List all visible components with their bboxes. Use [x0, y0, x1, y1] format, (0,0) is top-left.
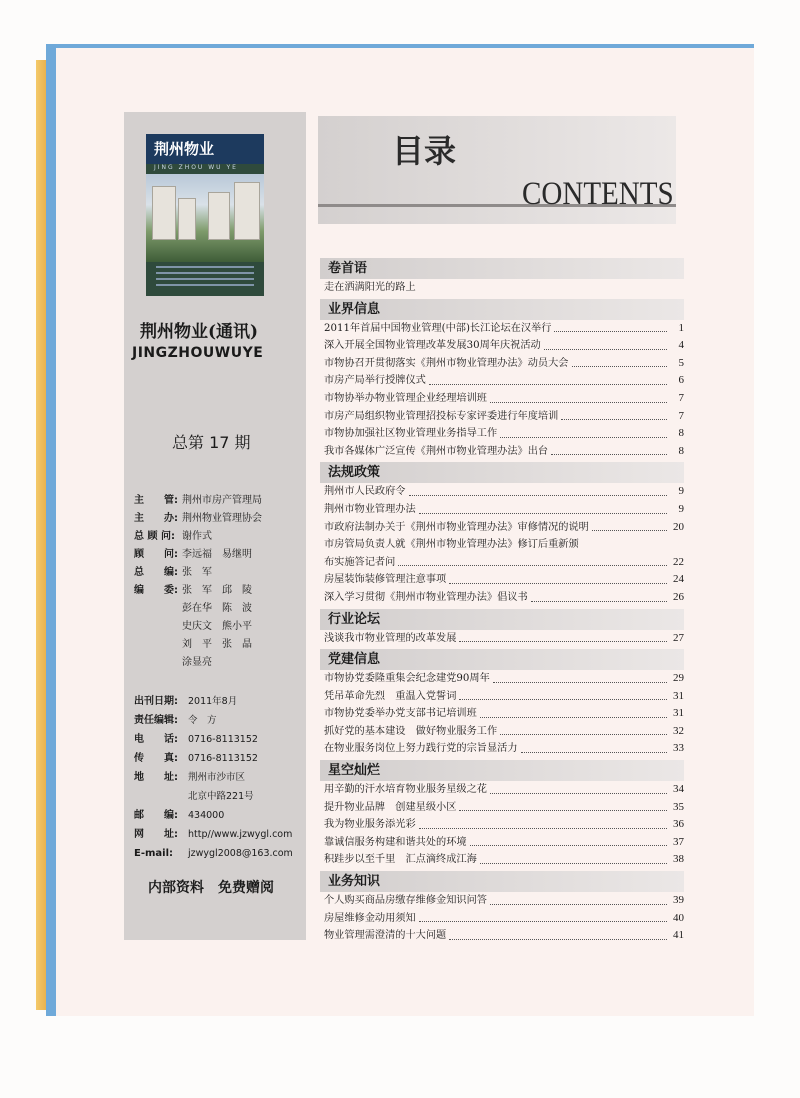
toc-page-number: 33: [673, 742, 684, 755]
toc-page-number: 41: [673, 929, 684, 942]
toc-leader-dots: [500, 723, 667, 736]
pubinfo-value: 434000: [188, 810, 225, 821]
toc-page-number: 29: [673, 672, 684, 685]
toc-page-number: 6: [678, 374, 684, 387]
staff-row: [134, 546, 304, 564]
staff-role: 编 委:: [134, 585, 178, 596]
staff-role: 顾 问:: [134, 549, 178, 560]
toc-entry[interactable]: [320, 408, 684, 426]
toc-section-heading: 党建信息: [320, 649, 684, 670]
toc-page-number: 34: [673, 783, 684, 796]
pubinfo-label: 邮 编:: [134, 810, 178, 821]
toc-entry[interactable]: [320, 816, 684, 834]
toc-entry[interactable]: [320, 443, 684, 461]
staff-name: 荆州物业管理协会: [182, 513, 262, 524]
cover-text-lines: [156, 266, 254, 290]
toc-page-number: 9: [678, 485, 684, 498]
toc-leader-dots: [572, 355, 668, 368]
toc-entry[interactable]: [320, 519, 684, 537]
toc-entry-title: 市政府法制办关于《荆州市物业管理办法》审修情况的说明: [324, 521, 589, 533]
staff-name: 荆州市房产管理局: [182, 495, 262, 506]
toc-entry-title: 提升物业品牌 创建星级小区: [324, 801, 457, 813]
pubinfo-value: 2011年8月: [188, 696, 238, 707]
toc-page-number: 26: [673, 590, 684, 603]
toc-entry[interactable]: [320, 390, 684, 408]
pubinfo-label: E-mail:: [134, 848, 174, 859]
toc-entry-title: 凭吊革命先烈 重温入党誓词: [324, 690, 457, 702]
pubinfo-value: 0716-8113152: [188, 753, 258, 764]
staff-row: [134, 582, 304, 600]
toc-entry-title: 抓好党的基本建设 做好物业服务工作: [324, 725, 498, 737]
toc-entry[interactable]: [320, 589, 684, 607]
toc-entry[interactable]: [320, 320, 684, 338]
toc-leader-dots: [500, 425, 667, 438]
cover-thumbnail: [146, 134, 264, 296]
cover-subtitle: JING ZHOU WU YE: [154, 164, 238, 171]
toc-page-number: 9: [678, 502, 684, 515]
toc-entry[interactable]: [320, 372, 684, 390]
toc-page-number: 35: [673, 800, 684, 813]
pubinfo-row: [134, 730, 304, 749]
sidebar: [124, 112, 306, 940]
magazine-name: 荆州物业(通讯): [140, 322, 259, 342]
toc-page-number: 20: [673, 520, 684, 533]
toc-leader-dots: [459, 688, 667, 701]
page-edge: [36, 60, 46, 1010]
toc-entry-title: 个人购买商品房缴存维修金知识问答: [324, 895, 487, 907]
staff-row: [134, 654, 304, 672]
pubinfo-value: 荆州市沙市区: [188, 772, 246, 783]
toc-leader-dots: [521, 740, 667, 753]
staff-name: 张 军 邱 陵: [182, 585, 252, 596]
toc-page-number: 39: [673, 894, 684, 907]
pubinfo-row: [134, 711, 304, 730]
toc-entry-title: 走在洒满阳光的路上: [324, 282, 416, 293]
toc-page-number: 7: [678, 409, 684, 422]
toc-leader-dots: [490, 781, 667, 794]
toc-entry[interactable]: [320, 337, 684, 355]
toc-leader-dots: [582, 536, 667, 549]
toc-leader-dots: [592, 519, 667, 532]
staff-row: [134, 492, 304, 510]
toc-page-number: 8: [678, 427, 684, 440]
staff-row: [134, 600, 304, 618]
staff-row: [134, 510, 304, 528]
toc-entry-title: 靠诚信服务构建和谐共处的环境: [324, 836, 467, 848]
toc-entry[interactable]: [320, 501, 684, 519]
toc-section-heading: 业界信息: [320, 299, 684, 320]
toc-leader-dots: [419, 501, 667, 514]
issue-number: 总第 17 期: [172, 433, 251, 452]
toc-entry[interactable]: [320, 723, 684, 741]
staff-name: 刘 平 张 晶: [182, 639, 252, 650]
staff-list: [134, 492, 304, 672]
toc-page-number: 5: [678, 356, 684, 369]
toc-page-number: [670, 536, 684, 554]
toc-entry-title: 我为物业服务添光彩: [324, 819, 416, 831]
toc-page-number: 24: [673, 573, 684, 586]
toc-entry-title: 深入开展全国物业管理改革发展30周年庆祝活动: [324, 340, 541, 352]
pubinfo-label: 网 址:: [134, 829, 178, 840]
toc-leader-dots: [490, 892, 667, 905]
pubinfo-value: http//www.jzwygl.com: [188, 829, 293, 840]
toc-page-number: 8: [678, 444, 684, 457]
staff-name: 张 军: [182, 567, 212, 578]
toc-entry-title: 深入学习贯彻《荆州市物业管理办法》倡议书: [324, 591, 528, 603]
toc-page-number: 40: [673, 911, 684, 924]
pubinfo-value: 北京中路221号: [188, 791, 254, 802]
toc-entry-title: 我市各媒体广泛宣传《荆州市物业管理办法》出台: [324, 445, 549, 457]
staff-row: [134, 618, 304, 636]
title-en: CONTENTS: [522, 176, 674, 212]
toc-section-heading: 星空灿烂: [320, 760, 684, 781]
toc-leader-dots: [398, 554, 667, 567]
pubinfo-value: 令 方: [188, 715, 217, 726]
toc-entry[interactable]: [320, 892, 684, 910]
pubinfo-label: 地 址:: [134, 772, 178, 783]
staff-role: [134, 618, 182, 636]
toc-leader-dots: [419, 816, 667, 829]
toc-entry-title: 物业管理需澄清的十大问题: [324, 930, 447, 942]
toc-page-number: 1: [678, 321, 684, 334]
toc-page-number: 31: [673, 707, 684, 720]
pubinfo-label: [134, 787, 188, 806]
toc-entry-title: 2011年首届中国物业管理(中部)长江论坛在汉举行: [324, 322, 552, 334]
free-note: 内部资料 免费赠阅: [148, 880, 274, 896]
toc-entry[interactable]: [320, 910, 684, 928]
pubinfo-row: [134, 806, 304, 825]
staff-role: 总 顾 问:: [134, 531, 175, 542]
toc-entry-title: 浅谈我市物业管理的改革发展: [324, 632, 457, 644]
toc-entry-title: 市物协加强社区物业管理业务指导工作: [324, 428, 498, 440]
toc-leader-dots: [480, 851, 667, 864]
toc-leader-dots: [419, 910, 667, 923]
pubinfo-row: [134, 768, 304, 787]
toc-entry[interactable]: [320, 670, 684, 688]
toc-entry-title: 在物业服务岗位上努力践行党的宗旨显活力: [324, 743, 518, 755]
toc-entry-title: 市房管局负责人就《荆州市物业管理办法》修订后重新颁: [324, 539, 579, 551]
toc-entry-title: 市房产局组织物业管理招投标专家评委进行年度培训: [324, 410, 559, 422]
toc-page-number: 27: [673, 631, 684, 644]
staff-row: [134, 636, 304, 654]
cover-title: 荆州物业: [146, 134, 264, 164]
toc-entry[interactable]: [320, 688, 684, 706]
cover-photo: [146, 174, 264, 262]
pubinfo-label: 传 真:: [134, 753, 178, 764]
publication-info: [134, 692, 304, 863]
staff-name: 涂显亮: [182, 657, 212, 668]
toc-entry-title: 积跬步以至千里 汇点滴终成江海: [324, 854, 477, 866]
toc-entry[interactable]: [320, 781, 684, 799]
staff-role: [134, 600, 182, 618]
pubinfo-row: [134, 844, 304, 863]
toc-entry[interactable]: [320, 927, 684, 945]
toc-entry[interactable]: [320, 355, 684, 373]
toc-entry-title: 布实施答记者问: [324, 556, 396, 568]
toc-leader-dots: [531, 589, 667, 602]
toc-section-heading: 行业论坛: [320, 609, 684, 630]
toc-entry[interactable]: [320, 554, 684, 572]
toc-page-number: [670, 279, 684, 297]
toc-page-number: 36: [673, 818, 684, 831]
toc-entry-title: 市物协党委举办党支部书记培训班: [324, 708, 477, 720]
pubinfo-value: 0716-8113152: [188, 734, 258, 745]
pubinfo-label: 电 话:: [134, 734, 178, 745]
toc-page-number: 4: [678, 339, 684, 352]
toc-entry-title: 荆州市人民政府令: [324, 486, 406, 498]
toc-leader-dots: [493, 670, 667, 683]
toc-leader-dots: [551, 443, 667, 456]
toc-leader-dots: [419, 279, 667, 292]
pubinfo-row: [134, 787, 304, 806]
pubinfo-row: [134, 749, 304, 768]
pubinfo-row: [134, 825, 304, 844]
toc-entry-title: 房屋维修金动用须知: [324, 912, 416, 924]
toc-entry[interactable]: [320, 425, 684, 443]
toc-leader-dots: [490, 390, 667, 403]
toc-leader-dots: [459, 630, 667, 643]
staff-name: 史庆文 熊小平: [182, 621, 252, 632]
toc-section-heading: 业务知识: [320, 871, 684, 892]
staff-row: [134, 564, 304, 582]
staff-role: [134, 654, 182, 672]
toc-entry[interactable]: [320, 705, 684, 723]
toc-entry[interactable]: [320, 740, 684, 758]
pubinfo-value: jzwygl2008@163.com: [188, 848, 293, 859]
toc-section-heading: 卷首语: [320, 258, 684, 279]
pubinfo-row: [134, 692, 304, 711]
toc-entry-title: 用辛勤的汗水培育物业服务星级之花: [324, 784, 487, 796]
pubinfo-label: 出刊日期:: [134, 696, 178, 707]
toc-entry[interactable]: [320, 834, 684, 852]
toc-leader-dots: [470, 834, 667, 847]
staff-name: 谢作式: [182, 531, 212, 542]
toc-entry[interactable]: [320, 571, 684, 589]
staff-role: 主 办:: [134, 513, 178, 524]
toc-leader-dots: [480, 705, 667, 718]
toc-entry[interactable]: [320, 483, 684, 501]
toc-page-number: 22: [673, 555, 684, 568]
toc-leader-dots: [544, 337, 667, 350]
title-cn: 目录: [392, 132, 457, 170]
toc-page-number: 31: [673, 689, 684, 702]
toc-entry[interactable]: [320, 279, 684, 297]
toc-leader-dots: [429, 372, 667, 385]
toc-entry-title: 市物协举办物业管理企业经理培训班: [324, 392, 487, 404]
toc-leader-dots: [449, 927, 667, 940]
staff-role: 总 编:: [134, 567, 178, 578]
toc-page-number: 37: [673, 835, 684, 848]
toc-leader-dots: [561, 408, 667, 421]
toc-leader-dots: [449, 571, 667, 584]
toc-leader-dots: [554, 320, 667, 333]
toc-page-number: 38: [673, 853, 684, 866]
toc-entry-title: 房屋装饰装修管理注意事项: [324, 574, 447, 586]
toc-page-number: 7: [678, 391, 684, 404]
staff-role: 主 管:: [134, 495, 178, 506]
toc-entry-title: 荆州市物业管理办法: [324, 503, 416, 515]
toc-entry-title: 市物协党委隆重集会纪念建党90周年: [324, 673, 490, 685]
toc-entry[interactable]: [320, 630, 684, 648]
staff-row: [134, 528, 304, 546]
toc-entry-title: 市物协召开贯彻落实《荆州市物业管理办法》动员大会: [324, 357, 569, 369]
toc-entry[interactable]: [320, 851, 684, 869]
toc-leader-dots: [409, 483, 668, 496]
staff-name: 彭在华 陈 波: [182, 603, 252, 614]
staff-role: [134, 636, 182, 654]
staff-name: 李远福 易继明: [182, 549, 252, 560]
toc-entry-title: 市房产局举行授牌仪式: [324, 375, 426, 387]
toc-entry[interactable]: [320, 536, 684, 554]
pubinfo-label: 责任编辑:: [134, 715, 178, 726]
toc-page-number: 32: [673, 724, 684, 737]
toc-leader-dots: [459, 799, 667, 812]
magazine-pinyin: JINGZHOUWUYE: [132, 345, 264, 361]
table-of-contents: [320, 256, 684, 945]
toc-section-heading: 法规政策: [320, 462, 684, 483]
toc-entry[interactable]: [320, 799, 684, 817]
